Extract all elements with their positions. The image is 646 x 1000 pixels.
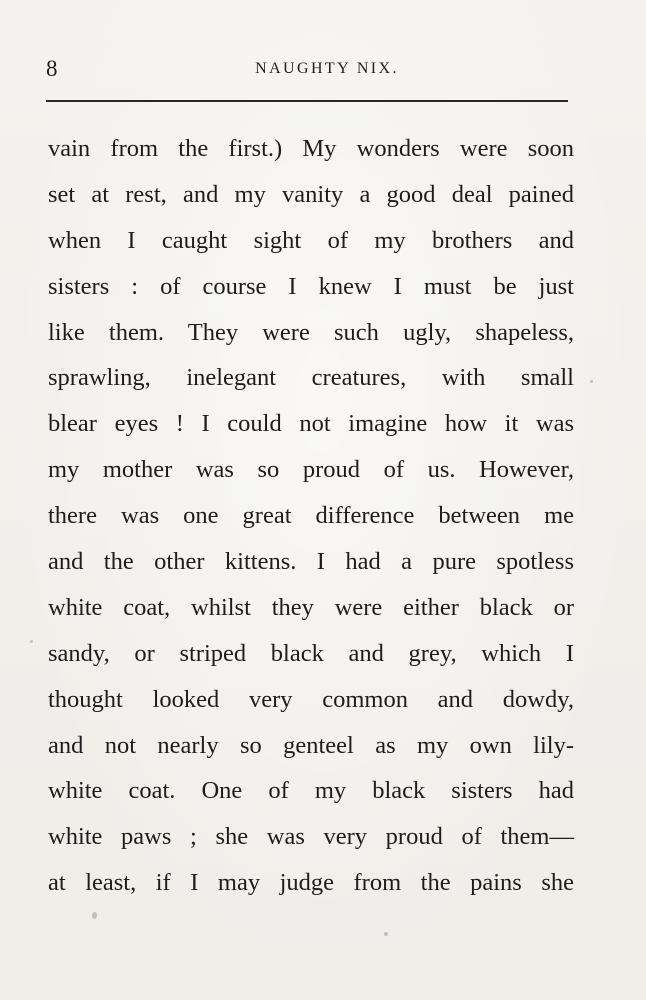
text-line: set at rest, and my vanity a good deal pained (48, 180, 574, 208)
text-line: sprawling, inelegant creatures, with small (48, 364, 574, 392)
text-line: there was one great difference between me (48, 502, 574, 530)
text-line: at least, if I may judge from the pains she (48, 869, 574, 897)
text-line: vain from the first.) My wonders were soon (48, 135, 574, 162)
body-text (48, 126, 574, 906)
running-title: NAUGHTY NIX. (255, 60, 399, 77)
text-line: and the other kittens. I had a pure spotless (48, 548, 574, 576)
text-line: when I caught sight of my brothers and (48, 226, 574, 254)
text-line: thought looked very common and dowdy, (48, 685, 574, 713)
page-number: 8 (46, 56, 58, 81)
text-line: white coat, whilst they were either black or (48, 593, 574, 621)
paper-speck (92, 912, 97, 919)
paper-speck (384, 932, 388, 936)
text-line: sisters : of course I knew I must be just (48, 272, 574, 300)
text-line: blear eyes ! I could not imagine how it was (48, 410, 574, 438)
paper-speck (30, 640, 33, 643)
paper-speck (590, 380, 593, 383)
text-line: sandy, or striped black and grey, which I (48, 639, 574, 667)
text-line: white coat. One of my black sisters had (48, 777, 574, 805)
page-header (46, 52, 568, 88)
text-line: white paws ; she was very proud of them— (48, 823, 574, 851)
text-line: my mother was so proud of us. However, (48, 456, 574, 484)
text-line: like them. They were such ugly, shapeless, (48, 318, 574, 346)
text-line: and not nearly so genteel as my own lily- (48, 731, 574, 759)
header-rule (46, 100, 568, 102)
